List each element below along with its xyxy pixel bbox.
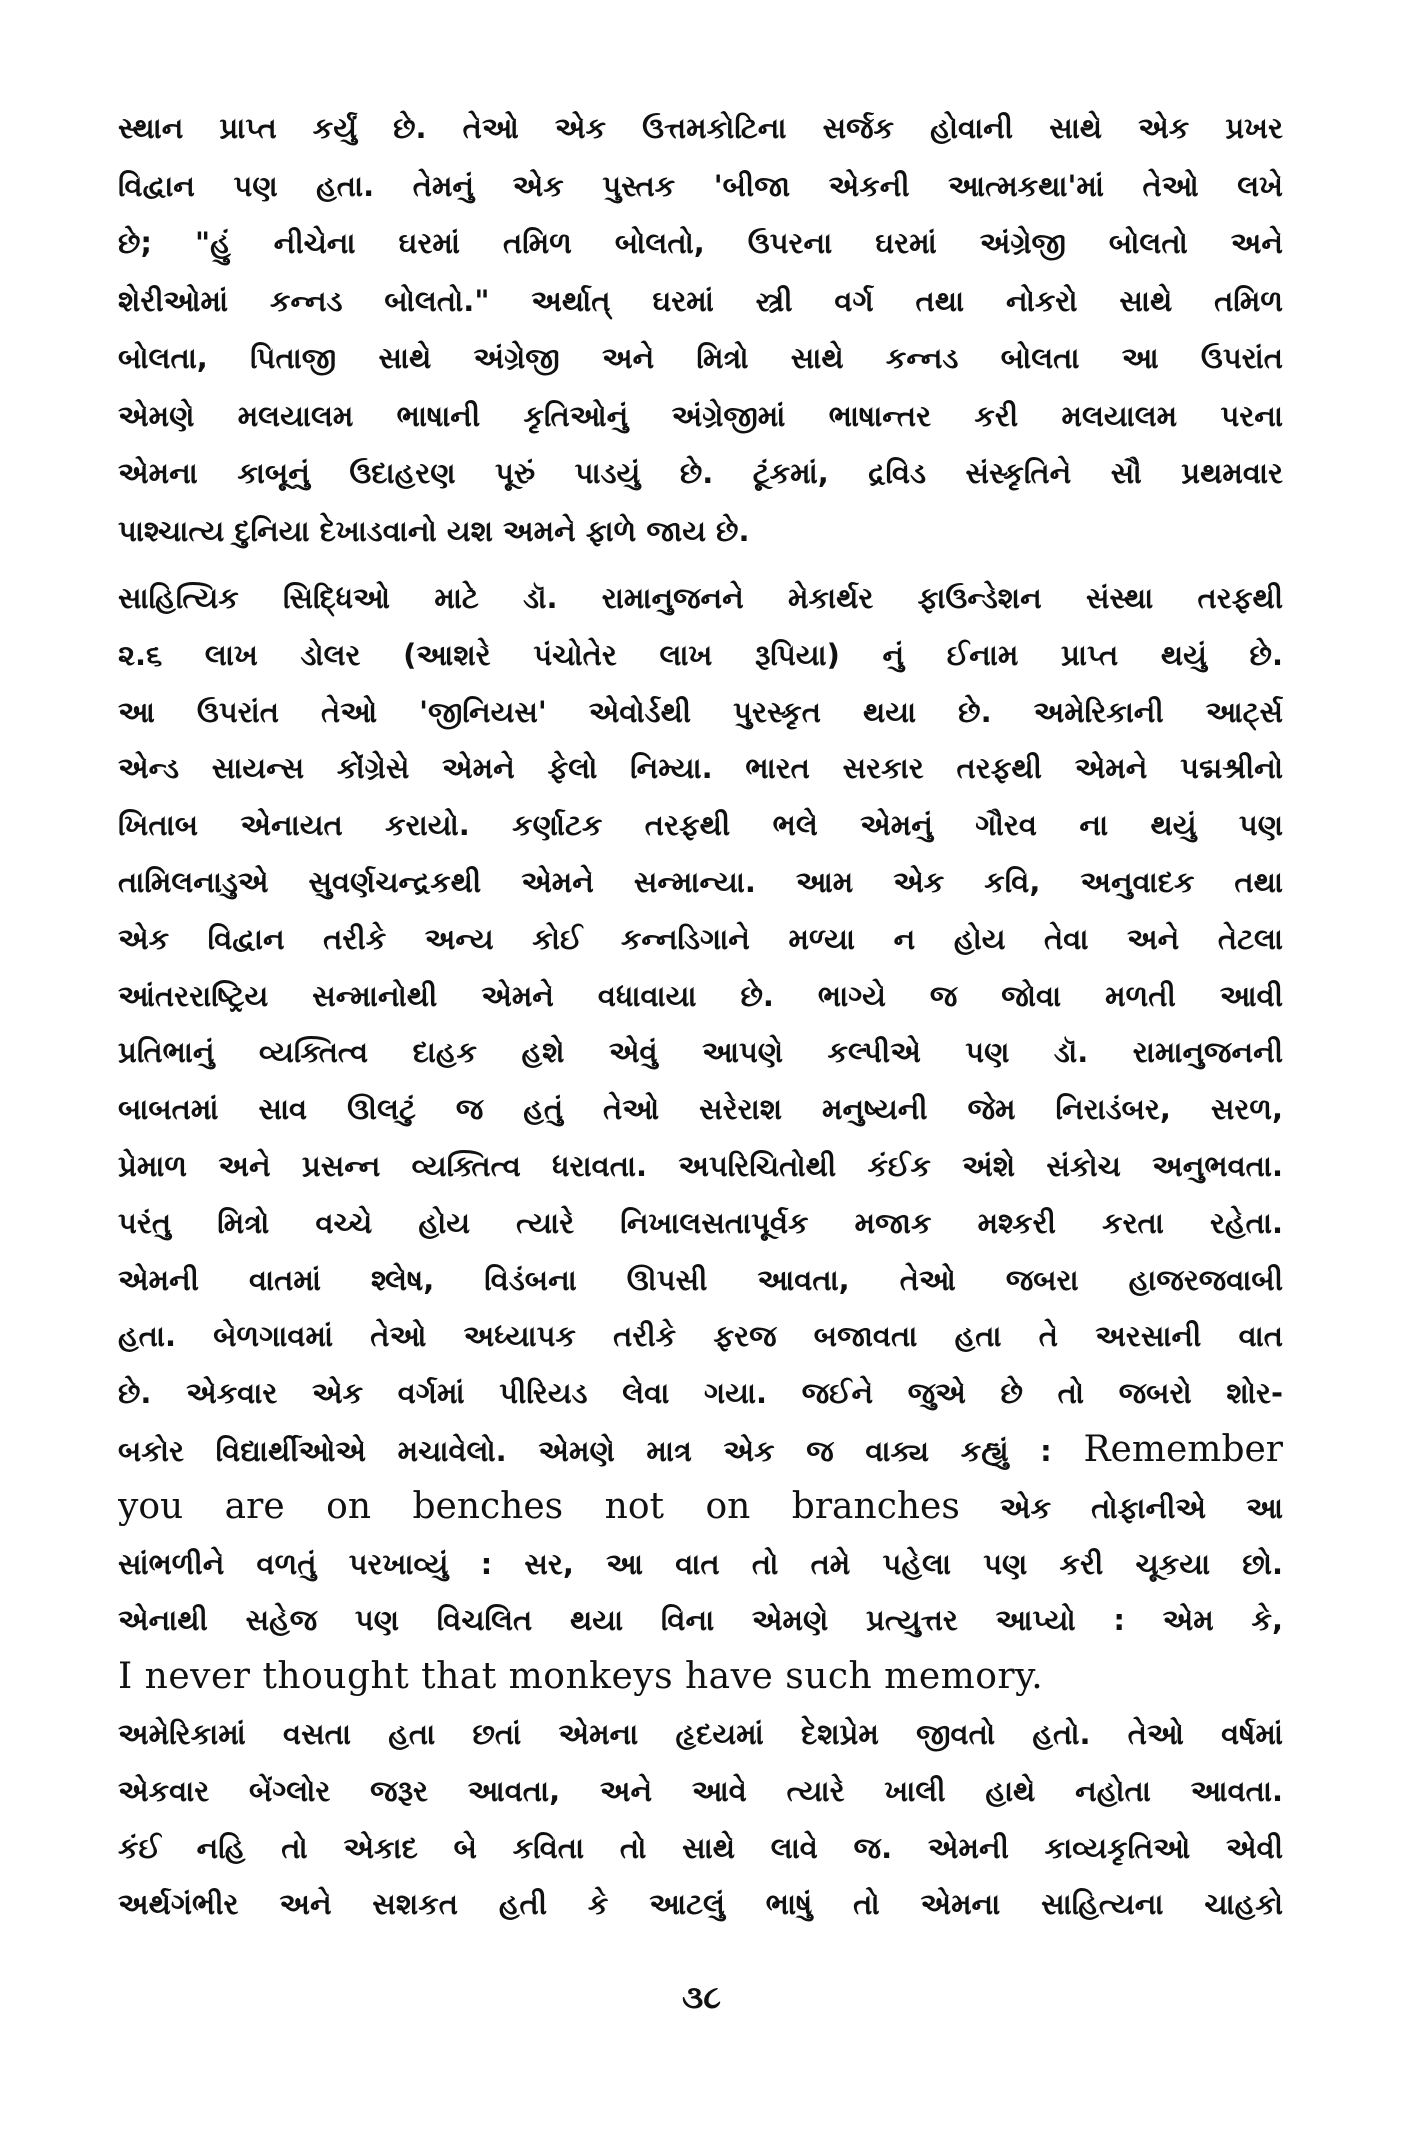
text-line: અમેરિકામાં વસતા હતા છતાં એમના હૃદયમાં દેશપ્રેમ જીવતો હતો. તેઓ વર્ષમાં	[118, 1716, 1283, 1751]
text-line: ૨.૬ લાખ ડોલર (આશરે પંચોતેર લાખ રૂપિયા) નું ઈનામ પ્રાપ્ત થયું છે.	[118, 637, 1283, 672]
text-fragment: એક તોફાનીએ આ	[999, 1490, 1283, 1525]
text-line: વિદ્વાન પણ હતા. તેમનું એક પુસ્તક 'બીજા એકની આત્મકથા'માં તેઓ લખે	[118, 168, 1283, 203]
mixed-text-line	[118, 1422, 1283, 1479]
text-line: બોલતા, પિતાજી સાથે અંગ્રેજી અને મિત્રો સાથે કન્નડ બોલતા આ ઉપરાંત	[118, 341, 1283, 375]
text-line: શેરીઓમાં કન્નડ બોલતો." અર્થાત્ ઘરમાં સ્ત્રી વર્ગ તથા નોકરો સાથે તમિળ	[118, 283, 1283, 318]
text-line: એમણે મલયાલમ ભાષાની કૃતિઓનું અંગ્રેજીમાં ભાષાન્તર કરી મલયાલમ પરના	[118, 398, 1283, 433]
text-line: અર્થગંભીર અને સશકત હતી કે આટલું ભાષું તો એમના સાહિત્યના ચાહકો	[118, 1887, 1283, 1922]
text-line: એમની વાતમાં શ્લેષ, વિડંબના ઊપસી આવતા, તેઓ જબરા હાજરજવાબી	[118, 1262, 1283, 1297]
text-line: હતા. બેળગાવમાં તેઓ અધ્યાપક તરીકે ફરજ બજાવતા હતા તે અરસાની વાત	[118, 1319, 1283, 1354]
text-line: આ ઉપરાંત તેઓ 'જીનિયસ' એવોર્ડથી પુરસ્કૃત થયા છે. અમેરિકાની આર્ટ્સ	[118, 694, 1283, 729]
text-line: એક વિદ્વાન તરીકે અન્ય કોઈ કન્નડિગાને મળ્યા ન હોય તેવા અને તેટલા	[118, 921, 1283, 956]
paragraph-2	[118, 570, 1283, 1933]
text-line: સાંભળીને વળતું પરખાવ્યું : સર, આ વાત તો તમે પહેલા પણ કરી ચૂકયા છો.	[118, 1546, 1283, 1581]
text-fragment: બકોર વિદ્યાર્થીઓએ મચાવેલો. એમણે માત્ર એક જ વાક્ય કહ્યું :	[118, 1433, 1052, 1468]
english-fragment: Remember	[1083, 1428, 1283, 1470]
text-line: પાશ્ચાત્ય દુનિયા દેખાડવાનો યશ અમને ફાળે જાય છે.	[118, 513, 750, 548]
text-line: સ્થાન પ્રાપ્ત કર્યું છે. તેઓ એક ઉત્તમકોટિના સર્જક હોવાની સાથે એક પ્રખર	[118, 111, 1283, 145]
text-line: એમના કાબૂનું ઉદાહરણ પૂરું પાડયું છે. ટૂંકમાં, દ્રવિડ સંસ્કૃતિને સૌ પ્રથમવાર	[118, 456, 1283, 490]
page-number: ૩૮	[682, 1978, 721, 2016]
text-line: એનાથી સહેજ પણ વિચલિત થયા વિના એમણે પ્રત્યુત્તર આપ્યો : એમ કે,	[118, 1603, 1283, 1638]
text-line: પરંતુ મિત્રો વચ્ચે હોય ત્યારે નિખાલસતાપૂર્વક મજાક મશ્કરી કરતા રહેતા.	[118, 1205, 1283, 1240]
text-line: છે; "હું નીચેના ઘરમાં તમિળ બોલતો, ઉપરના ઘરમાં અંગ્રેજી બોલતો અને	[118, 226, 1283, 260]
text-line: છે. એકવાર એક વર્ગમાં પીરિયડ લેવા ગયા. જઈને જુએ છે તો જબરો શોર-	[118, 1376, 1283, 1411]
text-line: પ્રેમાળ અને પ્રસન્ન વ્યક્તિત્વ ધરાવતા. અપરિચિતોથી કંઈક અંશે સંકોચ અનુભવતા.	[118, 1148, 1283, 1183]
text-line: સાહિત્યિક સિદ્ધિઓ માટે ડૉ. રામાનુજનને મેકાર્થર ફાઉન્ડેશન સંસ્થા તરફથી	[118, 581, 1283, 615]
paragraph-1	[118, 100, 1283, 560]
text-line: ખિતાબ એનાયત કરાયો. કર્ણાટક તરફથી ભલે એમનું ગૌરવ ના થયું પણ	[118, 808, 1283, 843]
text-line: તામિલનાડુએ સુવર્ણચન્દ્રકથી એમને સન્માન્યા. આમ એક કવિ, અનુવાદક તથા	[118, 864, 1283, 899]
mixed-text-line	[118, 1479, 1283, 1536]
text-line: બાબતમાં સાવ ઊલટું જ હતું તેઓ સરેરાશ મનુષ્યની જેમ નિરાડંબર, સરળ,	[118, 1092, 1283, 1127]
text-line: પ્રતિભાનું વ્યક્તિત્વ દાહક હશે એવું આપણે કલ્પીએ પણ ડૉ. રામાનુજનની	[118, 1035, 1283, 1070]
text-line: એકવાર બેંગ્લોર જરૂર આવતા, અને આવે ત્યારે ખાલી હાથે નહોતા આવતા.	[118, 1773, 1283, 1808]
english-quote: I never thought that monkeys have such memory.	[118, 1656, 1044, 1698]
text-line: એન્ડ સાયન્સ કોંગ્રેસે એમને ફેલો નિમ્યા. ભારત સરકાર તરફથી એમને પદ્મશ્રીનો	[118, 751, 1283, 786]
english-quote: you are on benches not on branches	[118, 1485, 960, 1527]
text-line: કંઈ નહિ તો એકાદ બે કવિતા તો સાથે લાવે જ. એમની કાવ્યકૃતિઓ એવી	[118, 1830, 1283, 1865]
text-line: આંતરરાષ્ટ્રિય સન્માનોથી એમને વધાવાયા છે. ભાગ્યે જ જોવા મળતી આવી	[118, 978, 1283, 1013]
